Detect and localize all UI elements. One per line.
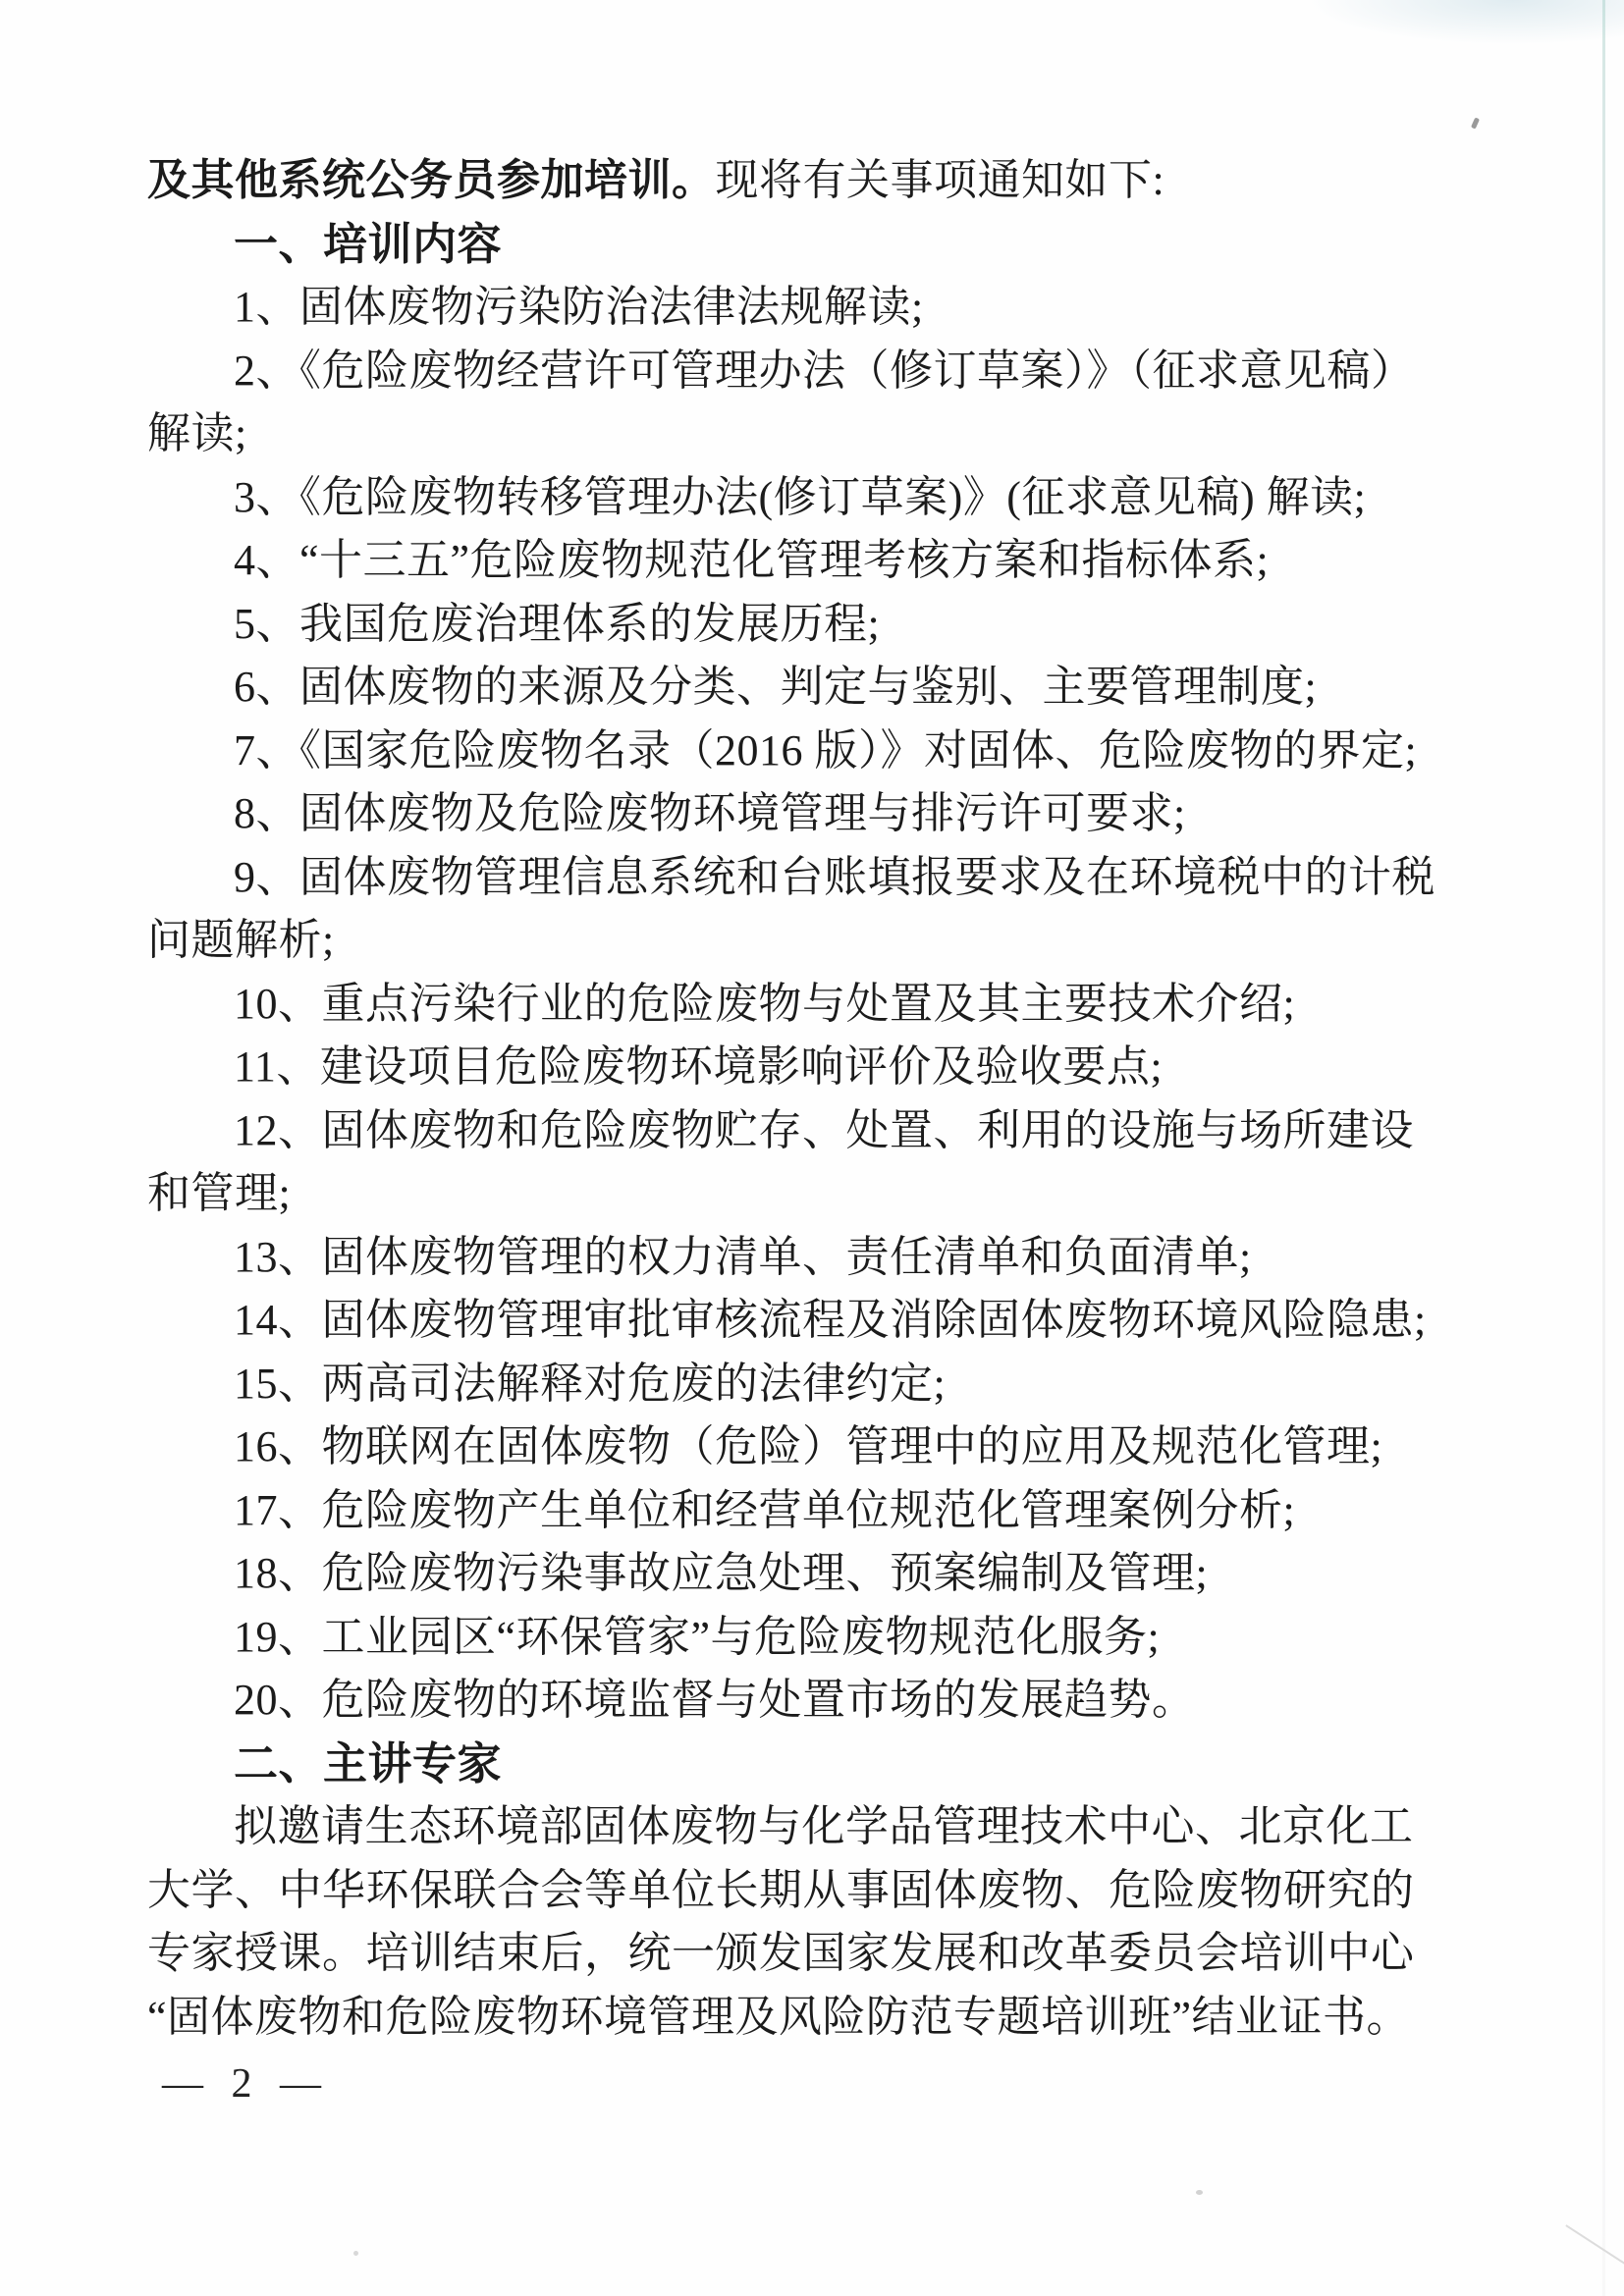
scan-corner-streak xyxy=(1565,2224,1624,2285)
training-item-1: 1、固体废物污染防治法律法规解读; xyxy=(234,283,924,331)
training-item-19: 19、工业园区“环保管家”与危险废物规范化服务; xyxy=(234,1612,1161,1661)
scan-speck xyxy=(1471,117,1480,129)
training-item-9: 9、固体废物管理信息系统和台账填报要求及在环境税中的计税 xyxy=(234,852,1435,901)
training-item-2: 2、《危险废物经营许可管理办法（修订草案）》（征求意见稿） xyxy=(234,346,1415,395)
training-item-12: 12、固体废物和危险废物贮存、处置、利用的设施与场所建设 xyxy=(234,1105,1414,1154)
scan-speck xyxy=(1196,2190,1203,2195)
training-item-17: 17、危险废物产生单位和经营单位规范化管理案例分析; xyxy=(234,1485,1296,1534)
training-item-18: 18、危险废物污染事故应急处理、预案编制及管理; xyxy=(234,1549,1209,1597)
training-item-10: 10、重点污染行业的危险废物与处置及其主要技术介绍; xyxy=(234,979,1296,1028)
scan-edge-line xyxy=(1602,0,1605,2296)
scan-smudge xyxy=(1306,0,1624,45)
experts-paragraph-line-1: 拟邀请生态环境部固体废物与化学品管理技术中心、北京化工 xyxy=(234,1802,1414,1850)
training-item-3: 3、《危险废物转移管理办法(修订草案)》(征求意见稿) 解读; xyxy=(234,472,1367,521)
intro-line xyxy=(147,149,1502,213)
training-item-5: 5、我国危废治理体系的发展历程; xyxy=(234,599,881,648)
training-item-12-continuation: 和管理; xyxy=(147,1169,292,1217)
document-body xyxy=(147,149,1502,2049)
training-item-6: 6、固体废物的来源及分类、判定与鉴别、主要管理制度; xyxy=(234,663,1318,711)
training-item-2-continuation: 解读; xyxy=(147,409,247,457)
training-item-14: 14、固体废物管理审批审核流程及消除固体废物环境风险隐患; xyxy=(234,1296,1427,1344)
training-item-20: 20、危险废物的环境监督与处置市场的发展趋势。 xyxy=(234,1676,1196,1724)
training-item-7: 7、《国家危险废物名录（2016 版）》对固体、危险废物的界定; xyxy=(234,725,1418,774)
intro-bold-text: 及其他系统公务员参加培训。 xyxy=(147,156,716,204)
section2-heading: 二、主讲专家 xyxy=(234,1737,503,1789)
training-item-4: 4、“十三五”危险废物规范化管理考核方案和指标体系; xyxy=(234,536,1270,584)
intro-rest-text: 现将有关事项通知如下: xyxy=(715,156,1165,204)
training-item-9-continuation: 问题解析; xyxy=(147,916,335,964)
training-item-15: 15、两高司法解释对危废的法律约定; xyxy=(234,1359,947,1408)
training-item-11: 11、建设项目危险废物环境影响评价及验收要点; xyxy=(234,1042,1164,1091)
experts-paragraph-line-4: “固体废物和危险废物环境管理及风险防范专题培训班”结业证书。 xyxy=(147,1992,1411,2041)
training-item-8: 8、固体废物及危险废物环境管理与排污许可要求; xyxy=(234,789,1186,837)
scan-speck xyxy=(353,2251,358,2256)
training-item-16: 16、物联网在固体废物（危险）管理中的应用及规范化管理; xyxy=(234,1422,1383,1470)
experts-paragraph-line-3: 专家授课。培训结束后，统一颁发国家发展和改革委员会培训中心 xyxy=(147,1929,1415,1977)
experts-paragraph-line-2: 大学、中华环保联合会等单位长期从事固体废物、危险废物研究的 xyxy=(147,1865,1415,1914)
page-number: — 2 — xyxy=(162,2061,326,2107)
training-item-13: 13、固体废物管理的权力清单、责任清单和负面清单; xyxy=(234,1232,1252,1281)
section1-heading: 一、培训内容 xyxy=(234,218,503,269)
